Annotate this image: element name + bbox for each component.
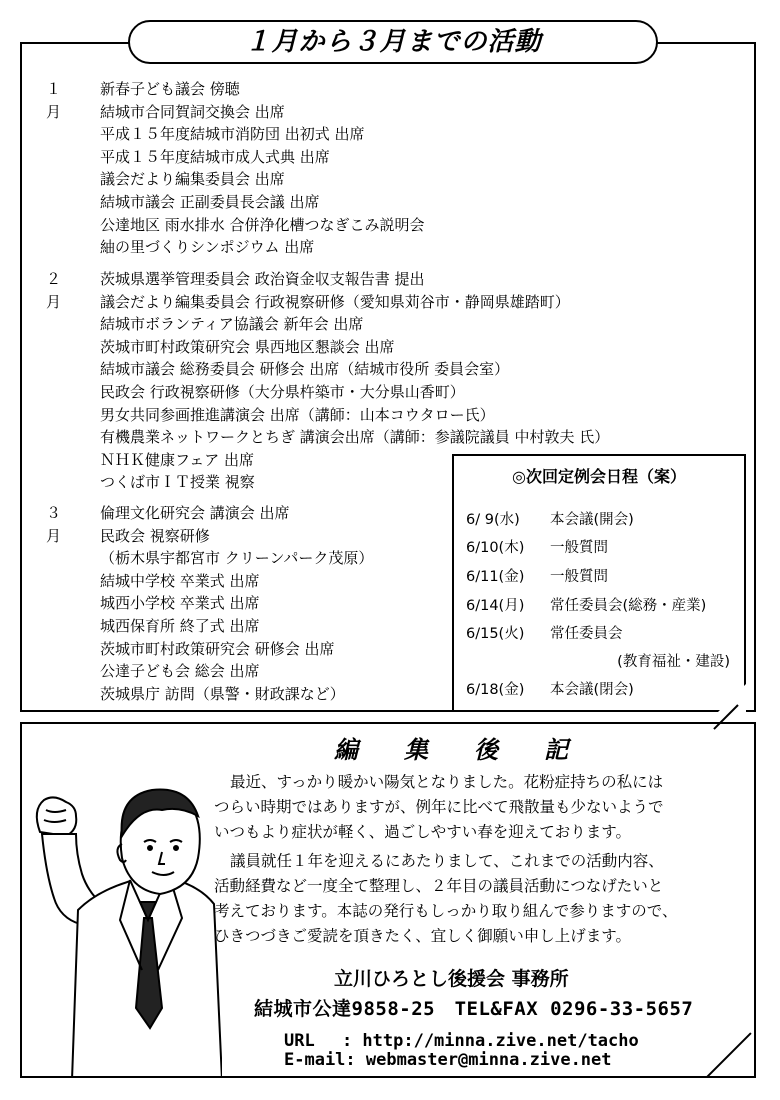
- schedule-row: [466, 565, 608, 586]
- activity-item: ＮＨＫ健康フェア 出席: [100, 450, 255, 469]
- schedule-row: [466, 678, 634, 699]
- schedule-event: 一般質問: [550, 540, 608, 556]
- editor-note-line: いつもより症状が軽く、過ごしやすい春を迎えております。: [214, 823, 631, 841]
- activity-item: 民政会 行政視察研修（大分県杵築市・大分県山香町）: [100, 382, 465, 401]
- office-name: 立川ひろとし後援会 事務所: [334, 968, 569, 990]
- activity-item: 結城市議会 総務委員会 研修会 出席（結城市役所 委員会室）: [100, 360, 510, 379]
- editor-note-panel: [20, 722, 756, 1078]
- activity-item: つくば市ＩＴ授業 視察: [100, 473, 255, 492]
- activity-item: 公達地区 雨水排水 合併浄化槽つなぎこみ説明会: [100, 215, 425, 234]
- activity-item: 結城中学校 卒業式 出席: [100, 571, 260, 590]
- activity-item: 茨城市町村政策研究会 県西地区懇談会 出席: [100, 337, 395, 356]
- page-curl-icon: [712, 1034, 756, 1078]
- schedule-event: 一般質問: [550, 569, 608, 585]
- man-fist-raised-icon: [22, 740, 222, 1078]
- activity-item: 城西保育所 終了式 出席: [100, 616, 260, 635]
- schedule-event-continuation: (教育福祉・建設): [617, 654, 730, 670]
- schedule-date: 6/18(金): [466, 682, 525, 698]
- activity-item: 茨城市町村政策研究会 研修会 出席: [100, 639, 335, 658]
- schedule-row: [466, 536, 608, 557]
- activity-item: 議会だより編集委員会 行政視察研修（愛知県苅谷市・静岡県雄踏町）: [100, 292, 570, 311]
- activity-item: 有機農業ネットワークとちぎ 講演会出席（講師：参議院議員 中村敦夫 氏）: [100, 428, 610, 447]
- activity-item: 結城市合同賀詞交換会 出席: [100, 102, 285, 121]
- activity-item: 民政会 視察研修: [100, 526, 210, 545]
- title-char: 集: [404, 736, 430, 764]
- schedule-title: ◎次回定例会日程（案）: [512, 467, 686, 486]
- schedule-date: 6/ 9(水): [466, 512, 520, 528]
- schedule-date: 6/10(木): [466, 540, 525, 556]
- editor-note-line: つらい時期ではありますが、例年に比べて飛散量も少ないようで: [214, 798, 664, 816]
- schedule-event: 常任委員会: [550, 626, 623, 642]
- office-email[interactable]: E-mail: webmaster@minna.zive.net: [284, 1050, 612, 1070]
- schedule-event: 本会議(開会): [550, 512, 634, 528]
- schedule-date: 6/14(月): [466, 598, 525, 614]
- month-label: １月: [46, 80, 62, 121]
- activity-item: 倫理文化研究会 講演会 出席: [100, 504, 290, 522]
- activity-item: 茨城県選挙管理委員会 政治資金収支報告書 提出: [100, 270, 425, 288]
- office-address: 結城市公達9858-25 TEL&FAX 0296-33-5657: [254, 998, 694, 1020]
- schedule-row: [466, 594, 706, 615]
- editor-note-line: ひきつづきご愛読を頂きたく、宜しく御願い申し上げます。: [214, 927, 631, 945]
- activity-item: 茨城県庁 訪問（県警・財政課など）: [100, 684, 345, 703]
- schedule-row: [466, 508, 634, 529]
- editor-note-line: 活動経費など一度全て整理し、２年目の議員活動につなげたいと: [214, 877, 664, 895]
- schedule-date: 6/15(火): [466, 626, 525, 642]
- schedule-row: [466, 622, 623, 643]
- activity-item: （栃木県宇都宮市 クリーンパーク茂原）: [100, 549, 374, 568]
- title-char: 後: [474, 736, 500, 764]
- activity-item: 城西小学校 卒業式 出席: [100, 594, 260, 613]
- editor-note-line: 最近、すっかり暖かい陽気となりました。花粉症持ちの私には: [230, 773, 664, 791]
- month-label: ３月: [46, 504, 62, 545]
- editor-note-line: 議員就任１年を迎えるにあたりまして、これまでの活動内容、: [230, 852, 664, 870]
- month-label: ２月: [46, 270, 62, 311]
- title-char: 記: [544, 736, 570, 764]
- activity-item: 紬の里づくりシンポジウム 出席: [100, 238, 315, 257]
- activities-title: １月から３月までの活動: [128, 20, 658, 64]
- activity-item: 平成１５年度結城市成人式典 出席: [100, 147, 330, 166]
- activity-item: 平成１５年度結城市消防団 出初式 出席: [100, 125, 365, 144]
- editor-note-line: 考えております。本誌の発行もしっかり取り組んで参りますので、: [214, 902, 678, 920]
- editor-note-title: [334, 730, 570, 765]
- activity-item: 公達子ども会 総会 出席: [100, 662, 260, 681]
- activity-item: 新春子ども議会 傍聴: [100, 80, 240, 98]
- office-url[interactable]: URL : http://minna.zive.net/tacho: [284, 1031, 639, 1051]
- activity-item: 結城市議会 正副委員長会議 出席: [100, 192, 320, 211]
- activity-item: 議会だより編集委員会 出席: [100, 170, 285, 189]
- next-session-schedule: [452, 454, 746, 712]
- activity-item: 結城市ボランティア協議会 新年会 出席: [100, 315, 364, 334]
- title-char: 編: [334, 736, 360, 764]
- schedule-event: 常任委員会(総務・産業): [550, 598, 707, 614]
- schedule-event: 本会議(閉会): [550, 682, 634, 698]
- schedule-date: 6/11(金): [466, 569, 525, 585]
- activity-item: 男女共同参画推進講演会 出席（講師：山本コウタロー氏）: [100, 405, 495, 424]
